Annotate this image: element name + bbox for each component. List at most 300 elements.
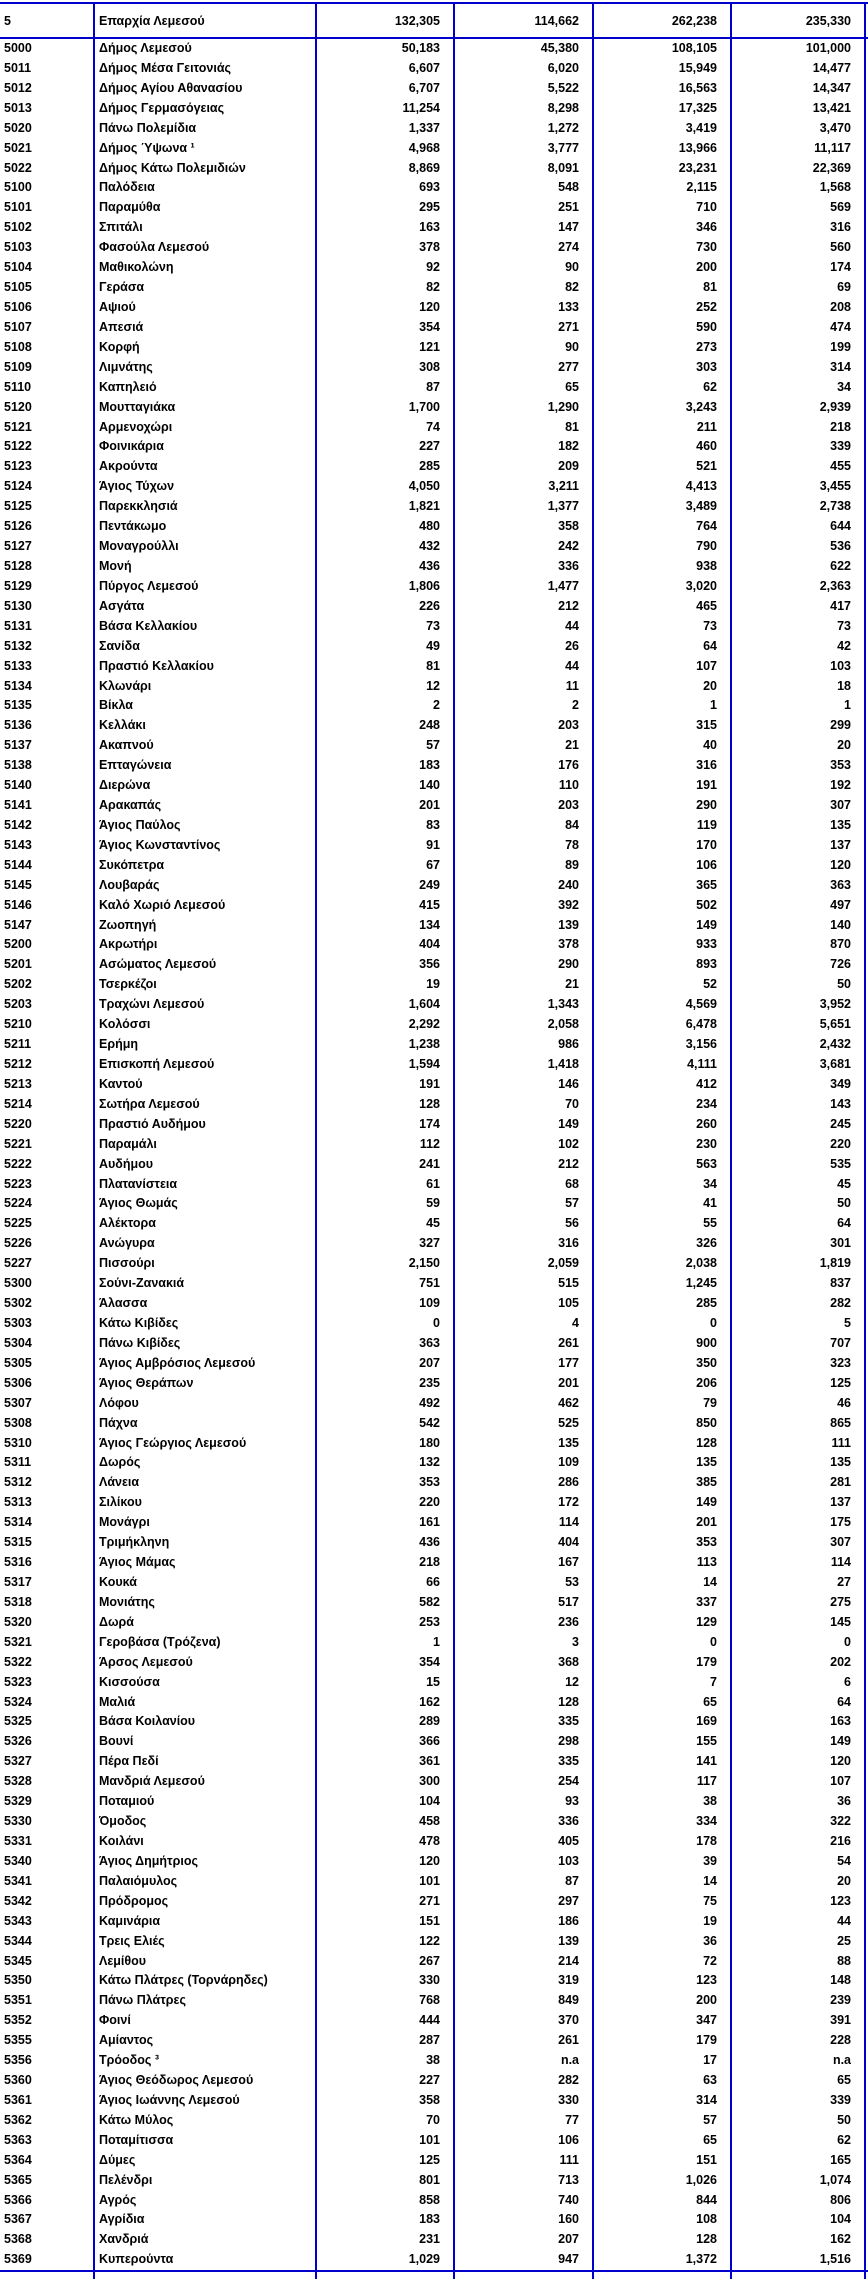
table-row [0, 995, 868, 1015]
row-value-4: 726 [730, 955, 866, 975]
row-name: Δήμος Λεμεσού [93, 39, 315, 59]
row-value-1: 327 [315, 1234, 453, 1254]
row-value-3: 7 [592, 1673, 730, 1693]
row-name: Βάσα Κοιλανίου [93, 1712, 315, 1732]
row-value-1: 366 [315, 1732, 453, 1752]
table-row [0, 139, 868, 159]
table-row [0, 776, 868, 796]
row-value-2: 89 [453, 856, 592, 876]
row-value-4: n.a [730, 2051, 866, 2071]
table-row [0, 1394, 868, 1414]
row-value-4: 125 [730, 1374, 866, 1394]
row-value-1: 2,292 [315, 1015, 453, 1035]
row-code: 5224 [4, 1196, 32, 1211]
table-row [0, 1254, 868, 1274]
row-code: 5330 [4, 1814, 32, 1829]
row-name: Μονάγρι [93, 1513, 315, 1533]
row-value-2: 335 [453, 1752, 592, 1772]
table-row [0, 637, 868, 657]
table-row [0, 1892, 868, 1912]
row-value-4: 474 [730, 318, 866, 338]
row-value-4: 143 [730, 1095, 866, 1115]
row-value-2: 182 [453, 437, 592, 457]
table-row [0, 59, 868, 79]
row-code: 5225 [4, 1216, 32, 1231]
table-row [0, 796, 868, 816]
row-value-2: 261 [453, 2031, 592, 2051]
table-row [0, 1434, 868, 1454]
row-value-4: 837 [730, 1274, 866, 1294]
row-name: Δήμος Γερμασόγειας [93, 99, 315, 119]
row-value-1: 91 [315, 836, 453, 856]
row-name: Άγιος Παύλος [93, 816, 315, 836]
row-code: 5363 [4, 2132, 32, 2147]
row-name: Τσερκέζοι [93, 975, 315, 995]
table-row [0, 597, 868, 617]
row-value-2: 139 [453, 1932, 592, 1952]
row-value-4: 199 [730, 338, 866, 358]
row-value-1: 163 [315, 218, 453, 238]
row-value-1: 50,183 [315, 39, 453, 59]
row-code: 5213 [4, 1076, 32, 1091]
row-value-2: 90 [453, 258, 592, 278]
row-name: Κάτω Πλάτρες (Τορνάρηδες) [93, 1971, 315, 1991]
table-row [0, 198, 868, 218]
row-value-2: 212 [453, 1155, 592, 1175]
table-row [0, 2071, 868, 2091]
row-code: 5324 [4, 1694, 32, 1709]
row-code: 5121 [4, 419, 32, 434]
row-value-1: 542 [315, 1414, 453, 1434]
row-value-1: 11,254 [315, 99, 453, 119]
district-name: Επαρχία Λεμεσού [93, 4, 315, 37]
row-name: Άγιος Αμβρόσιος Λεμεσού [93, 1354, 315, 1374]
table-row [0, 1115, 868, 1135]
row-name: Μαθικολώνη [93, 258, 315, 278]
row-value-1: 235 [315, 1374, 453, 1394]
row-name: Σπιτάλι [93, 218, 315, 238]
row-value-3: 1,026 [592, 2171, 730, 2191]
row-value-3: 290 [592, 796, 730, 816]
row-name: Πελένδρι [93, 2171, 315, 2191]
row-value-4: 208 [730, 298, 866, 318]
table-row [0, 816, 868, 836]
row-value-3: 108,105 [592, 39, 730, 59]
row-value-1: 378 [315, 238, 453, 258]
row-code: 5365 [4, 2172, 32, 2187]
table-row [0, 2191, 868, 2211]
row-value-2: 82 [453, 278, 592, 298]
table-row [0, 1533, 868, 1553]
row-name: Ανώγυρα [93, 1234, 315, 1254]
row-name: Δωρός [93, 1453, 315, 1473]
table-row [0, 2091, 868, 2111]
row-value-2: 251 [453, 198, 592, 218]
table-row [0, 756, 868, 776]
row-name: Πραστιό Κελλακίου [93, 657, 315, 677]
row-value-2: 114 [453, 1513, 592, 1533]
row-name: Ασώματος Λεμεσού [93, 955, 315, 975]
row-name: Πρόδρομος [93, 1892, 315, 1912]
row-value-4: 148 [730, 1971, 866, 1991]
row-value-3: 128 [592, 2230, 730, 2250]
row-value-3: 764 [592, 517, 730, 537]
row-code: 5133 [4, 658, 32, 673]
row-code: 5129 [4, 578, 32, 593]
row-value-1: 132 [315, 1453, 453, 1473]
row-value-3: 0 [592, 1314, 730, 1334]
row-value-3: 108 [592, 2210, 730, 2230]
row-value-2: 370 [453, 2011, 592, 2031]
row-value-4: 175 [730, 1513, 866, 1533]
row-value-3: 106 [592, 856, 730, 876]
row-value-2: 2 [453, 696, 592, 716]
row-value-4: 27 [730, 1573, 866, 1593]
table-row [0, 1792, 868, 1812]
row-name: Επισκοπή Λεμεσού [93, 1055, 315, 1075]
row-value-3: 129 [592, 1613, 730, 1633]
row-value-1: 4,050 [315, 477, 453, 497]
row-code: 5356 [4, 2053, 32, 2068]
row-name: Τρεις Ελιές [93, 1932, 315, 1952]
row-value-1: 70 [315, 2111, 453, 2131]
row-value-2: 128 [453, 1693, 592, 1713]
row-name: Λάνεια [93, 1473, 315, 1493]
row-code: 5109 [4, 359, 32, 374]
row-value-4: 137 [730, 836, 866, 856]
row-value-3: 169 [592, 1712, 730, 1732]
row-value-3: 314 [592, 2091, 730, 2111]
row-value-2: 1,418 [453, 1055, 592, 1075]
row-value-1: 227 [315, 437, 453, 457]
row-value-2: 186 [453, 1912, 592, 1932]
row-value-4: 20 [730, 1872, 866, 1892]
row-code: 5125 [4, 499, 32, 514]
row-code: 5341 [4, 1873, 32, 1888]
row-code: 5134 [4, 678, 32, 693]
row-value-3: 938 [592, 557, 730, 577]
table-row [0, 2111, 868, 2131]
row-value-2: 274 [453, 238, 592, 258]
row-code: 5122 [4, 439, 32, 454]
row-value-2: 1,377 [453, 497, 592, 517]
row-value-1: 363 [315, 1334, 453, 1354]
row-value-4: 14,477 [730, 59, 866, 79]
row-value-3: 149 [592, 916, 730, 936]
row-value-1: 1,594 [315, 1055, 453, 1075]
table-row [0, 1732, 868, 1752]
table-row [0, 896, 868, 916]
table-row [0, 1832, 868, 1852]
row-value-3: 200 [592, 258, 730, 278]
table-row [0, 975, 868, 995]
row-value-2: 290 [453, 955, 592, 975]
row-value-2: 45,380 [453, 39, 592, 59]
row-value-1: 183 [315, 2210, 453, 2230]
row-value-1: 858 [315, 2191, 453, 2211]
row-code: 5137 [4, 738, 32, 753]
row-value-3: 73 [592, 617, 730, 637]
row-value-4: 145 [730, 1613, 866, 1633]
row-code: 5222 [4, 1156, 32, 1171]
row-name: Αμίαντος [93, 2031, 315, 2051]
row-value-1: 308 [315, 358, 453, 378]
row-value-2: 404 [453, 1533, 592, 1553]
row-value-3: 55 [592, 1214, 730, 1234]
row-value-3: 850 [592, 1414, 730, 1434]
district-value-1: 132,305 [315, 4, 453, 37]
table-row [0, 1653, 868, 1673]
row-name: Ακρωτήρι [93, 935, 315, 955]
row-value-3: 179 [592, 2031, 730, 2051]
row-value-2: 57 [453, 1194, 592, 1214]
row-value-2: 336 [453, 1812, 592, 1832]
row-value-4: 13,421 [730, 99, 866, 119]
row-value-1: 201 [315, 796, 453, 816]
row-code: 5202 [4, 977, 32, 992]
row-code: 5147 [4, 917, 32, 932]
row-value-3: 0 [592, 1633, 730, 1653]
row-value-2: 109 [453, 1453, 592, 1473]
table-row [0, 437, 868, 457]
row-value-1: 358 [315, 2091, 453, 2111]
row-code: 5020 [4, 120, 32, 135]
table-row [0, 418, 868, 438]
row-name: Αλέκτορα [93, 1214, 315, 1234]
row-value-1: 125 [315, 2151, 453, 2171]
row-value-1: 356 [315, 955, 453, 975]
row-name: Τραχώνι Λεμεσού [93, 995, 315, 1015]
row-value-1: 92 [315, 258, 453, 278]
row-value-3: 790 [592, 537, 730, 557]
row-value-3: 41 [592, 1194, 730, 1214]
row-value-4: 1,516 [730, 2250, 866, 2270]
row-value-4: 1,819 [730, 1254, 866, 1274]
row-value-3: 273 [592, 338, 730, 358]
row-code: 5360 [4, 2073, 32, 2088]
table-row [0, 2171, 868, 2191]
row-value-3: 17 [592, 2051, 730, 2071]
table-row [0, 178, 868, 198]
row-name: Παραμύθα [93, 198, 315, 218]
table-row [0, 1155, 868, 1175]
row-value-1: 134 [315, 916, 453, 936]
row-value-4: 339 [730, 437, 866, 457]
row-name: Ζωοπηγή [93, 916, 315, 936]
row-value-4: 3,455 [730, 477, 866, 497]
row-value-2: 103 [453, 1852, 592, 1872]
row-value-1: 128 [315, 1095, 453, 1115]
row-value-3: 3,020 [592, 577, 730, 597]
table-row [0, 1772, 868, 1792]
row-name: Γεροβάσα (Τρόζενα) [93, 1633, 315, 1653]
row-value-1: 0 [315, 1314, 453, 1334]
row-code: 5142 [4, 817, 32, 832]
row-value-4: 50 [730, 2111, 866, 2131]
row-name: Παραμάλι [93, 1135, 315, 1155]
row-value-1: 295 [315, 198, 453, 218]
row-code: 5226 [4, 1236, 32, 1251]
row-value-3: 38 [592, 1792, 730, 1812]
row-value-2: 316 [453, 1234, 592, 1254]
row-value-1: 458 [315, 1812, 453, 1832]
row-value-4: 1,074 [730, 2171, 866, 2191]
table-row [0, 1872, 868, 1892]
row-name: Κολόσσι [93, 1015, 315, 1035]
table-row [0, 2031, 868, 2051]
row-value-1: 1,337 [315, 119, 453, 139]
row-value-1: 404 [315, 935, 453, 955]
row-code: 5126 [4, 519, 32, 534]
row-code: 5143 [4, 837, 32, 852]
row-value-4: 50 [730, 1194, 866, 1214]
row-value-1: 267 [315, 1952, 453, 1972]
row-value-3: 123 [592, 1971, 730, 1991]
row-value-3: 285 [592, 1294, 730, 1314]
row-name: Κουκά [93, 1573, 315, 1593]
row-value-2: 93 [453, 1792, 592, 1812]
row-value-2: 78 [453, 836, 592, 856]
row-code: 5220 [4, 1116, 32, 1131]
table-row [0, 677, 868, 697]
row-value-3: 75 [592, 1892, 730, 1912]
row-value-3: 4,413 [592, 477, 730, 497]
row-name: Πισσούρι [93, 1254, 315, 1274]
row-value-1: 82 [315, 278, 453, 298]
row-value-2: 548 [453, 178, 592, 198]
table-row [0, 1015, 868, 1035]
row-value-3: 14 [592, 1573, 730, 1593]
row-value-3: 178 [592, 1832, 730, 1852]
table-row [0, 577, 868, 597]
row-code: 5144 [4, 857, 32, 872]
row-name: Καμινάρια [93, 1912, 315, 1932]
row-code: 5304 [4, 1335, 32, 1350]
row-value-1: 226 [315, 597, 453, 617]
row-value-1: 1,806 [315, 577, 453, 597]
row-name: Άγιος Τύχων [93, 477, 315, 497]
row-name: Πεντάκωμο [93, 517, 315, 537]
row-name: Κοιλάνι [93, 1832, 315, 1852]
row-value-1: 104 [315, 1792, 453, 1812]
row-value-2: 849 [453, 1991, 592, 2011]
row-value-1: 227 [315, 2071, 453, 2091]
row-code: 5221 [4, 1136, 32, 1151]
table-crop-strip [0, 2272, 868, 2279]
table-row [0, 657, 868, 677]
row-value-2: 3 [453, 1633, 592, 1653]
row-value-3: 191 [592, 776, 730, 796]
row-value-2: 8,298 [453, 99, 592, 119]
row-code: 5306 [4, 1375, 32, 1390]
row-value-4: 1 [730, 696, 866, 716]
row-value-4: 622 [730, 557, 866, 577]
row-value-1: 220 [315, 1493, 453, 1513]
table-row [0, 1712, 868, 1732]
row-code: 5211 [4, 1037, 32, 1052]
row-value-2: 26 [453, 637, 592, 657]
row-value-2: 177 [453, 1354, 592, 1374]
row-name: Τριμήκληνη [93, 1533, 315, 1553]
row-value-2: 102 [453, 1135, 592, 1155]
row-value-4: 88 [730, 1952, 866, 1972]
table-row [0, 278, 868, 298]
row-code: 5364 [4, 2152, 32, 2167]
row-value-4: 1,568 [730, 178, 866, 198]
district-value-3: 262,238 [592, 4, 730, 37]
row-value-1: 101 [315, 1872, 453, 1892]
table-row [0, 318, 868, 338]
row-code: 5303 [4, 1316, 32, 1330]
row-value-4: 220 [730, 1135, 866, 1155]
row-value-1: 81 [315, 657, 453, 677]
row-value-3: 465 [592, 597, 730, 617]
table-row [0, 736, 868, 756]
row-code: 5322 [4, 1654, 32, 1669]
row-value-4: 644 [730, 517, 866, 537]
row-value-3: 62 [592, 378, 730, 398]
row-value-2: 21 [453, 736, 592, 756]
row-value-4: 42 [730, 637, 866, 657]
row-value-3: 730 [592, 238, 730, 258]
row-value-2: 2,058 [453, 1015, 592, 1035]
row-value-3: 14 [592, 1872, 730, 1892]
table-row [0, 1613, 868, 1633]
row-value-2: 271 [453, 318, 592, 338]
row-value-1: 693 [315, 178, 453, 198]
row-value-1: 330 [315, 1971, 453, 1991]
row-code: 5101 [4, 200, 32, 215]
table-row [0, 1693, 868, 1713]
row-name: Δήμος Αγίου Αθανασίου [93, 79, 315, 99]
row-value-1: 121 [315, 338, 453, 358]
row-value-4: 25 [730, 1932, 866, 1952]
row-value-1: 415 [315, 896, 453, 916]
row-name: Σανίδα [93, 637, 315, 657]
row-name: Δήμος Ύψωνα ¹ [93, 139, 315, 159]
row-value-1: 151 [315, 1912, 453, 1932]
row-value-4: 120 [730, 1752, 866, 1772]
table-row [0, 1513, 868, 1533]
table-row [0, 1752, 868, 1772]
row-code: 5325 [4, 1714, 32, 1729]
row-value-4: 2,432 [730, 1035, 866, 1055]
row-value-3: 63 [592, 2071, 730, 2091]
table-row [0, 99, 868, 119]
row-value-4: 135 [730, 1453, 866, 1473]
row-value-3: 141 [592, 1752, 730, 1772]
row-value-3: 17,325 [592, 99, 730, 119]
table-row [0, 537, 868, 557]
row-value-4: 120 [730, 856, 866, 876]
row-value-1: 45 [315, 1214, 453, 1234]
row-value-4: 107 [730, 1772, 866, 1792]
row-value-2: 4 [453, 1314, 592, 1334]
row-name: Βουνί [93, 1732, 315, 1752]
table-row [0, 218, 868, 238]
row-code: 5320 [4, 1614, 32, 1629]
row-code: 5212 [4, 1057, 32, 1072]
row-code: 5132 [4, 638, 32, 653]
row-value-1: 12 [315, 677, 453, 697]
row-code: 5345 [4, 1953, 32, 1968]
row-value-4: 65 [730, 2071, 866, 2091]
row-name: Δήμος Κάτω Πολεμιδιών [93, 159, 315, 179]
row-value-4: 216 [730, 1832, 866, 1852]
row-name: Φασούλα Λεμεσού [93, 238, 315, 258]
row-value-2: 947 [453, 2250, 592, 2270]
table-row [0, 1194, 868, 1214]
